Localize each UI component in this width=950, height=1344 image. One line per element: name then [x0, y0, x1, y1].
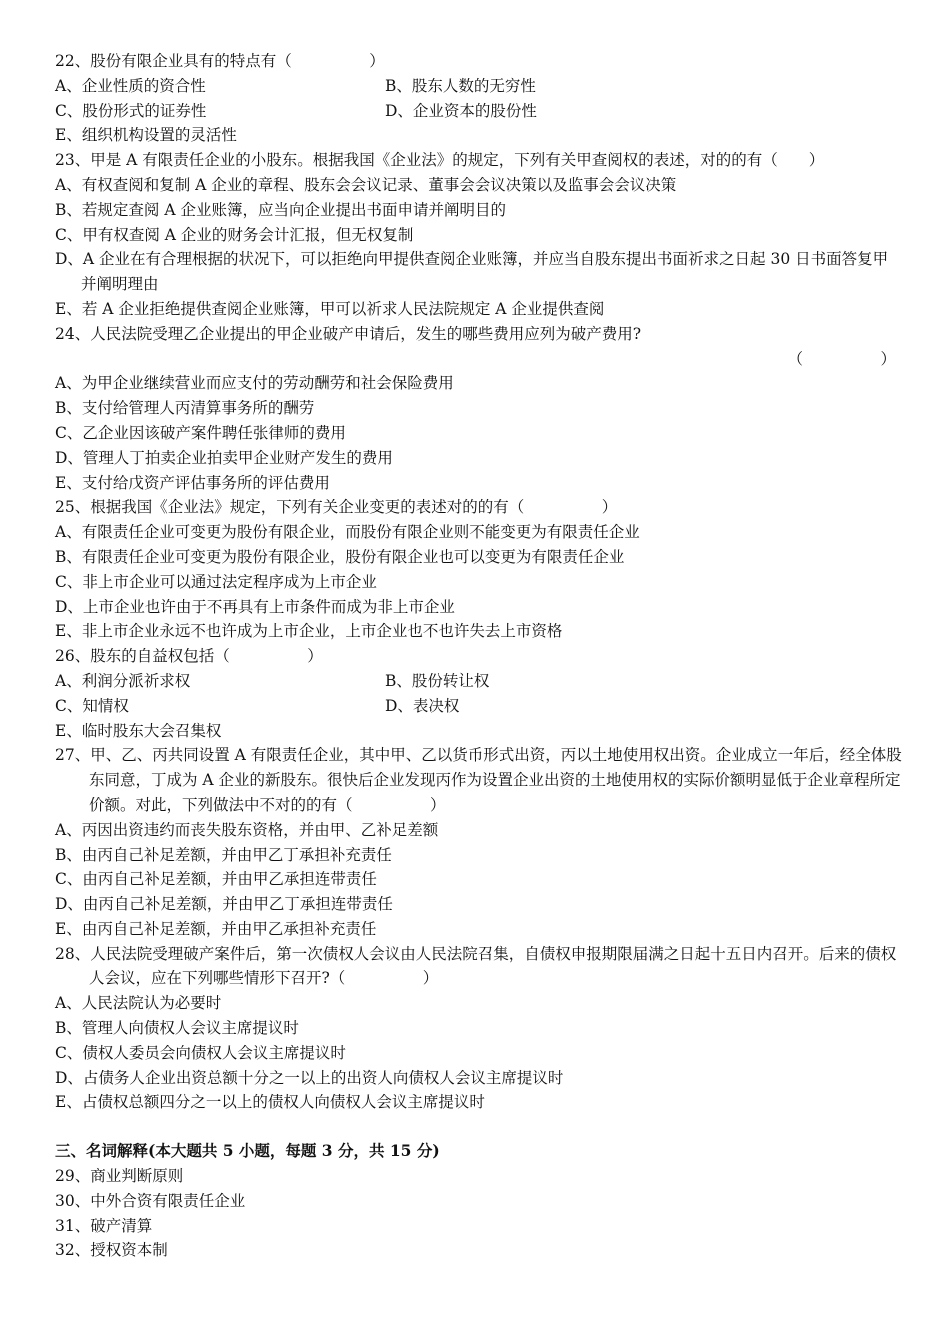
question-stem: 22、股份有限企业具有的特点有（ ）: [55, 52, 385, 70]
option: C、债权人委员会向债权人会议主席提议时: [55, 1043, 346, 1062]
option: C、乙企业因该破产案件聘任张律师的费用: [55, 423, 346, 442]
question-stem: 25、根据我国《企业法》规定，下列有关企业变更的表述对的的有（ ）: [55, 498, 618, 517]
term-item: 32、授权资本制: [55, 1241, 168, 1260]
option: C、非上市企业可以通过法定程序成为上市企业: [55, 572, 377, 591]
answer-parenthesis: （ ）: [787, 349, 896, 368]
option: B、股东人数的无穷性: [385, 76, 536, 95]
option: D、A 企业在有合理根据的状况下，可以拒绝向甲提供查阅企业账簿，并应当自股东提出书面祈求之日起 30 日书面答复甲并阐明理由: [55, 250, 889, 294]
question-stem: 28、人民法院受理破产案件后，第一次债权人会议由人民法院召集，自债权申报期限届满之日起十五日内召开。后来的债权人会议，应在下列哪些情形下召开?（ ）: [55, 944, 897, 988]
option: B、股份转让权: [385, 671, 490, 690]
question-stem: 24、人民法院受理乙企业提出的甲企业破产申请后，发生的哪些费用应列为破产费用?: [55, 324, 642, 343]
option-row: [55, 74, 902, 99]
section-3: [55, 1139, 902, 1263]
option: A、为甲企业继续营业而应支付的劳动酬劳和社会保险费用: [55, 374, 454, 393]
question-23: [55, 148, 902, 322]
term-item: 30、中外合资有限责任企业: [55, 1191, 246, 1210]
option: A、人民法院认为必要时: [55, 994, 222, 1013]
option: E、非上市企业永远不也许成为上市企业，上市企业也不也许失去上市资格: [55, 622, 563, 641]
option: B、有限责任企业可变更为股份有限企业，股份有限企业也可以变更为有限责任企业: [55, 547, 625, 566]
option: E、由丙自己补足差额，并由甲乙承担补充责任: [55, 919, 377, 938]
option: E、组织机构设置的灵活性: [55, 126, 237, 145]
section-heading: 三、名词解释(本大题共 5 小题，每题 3 分，共 15 分): [55, 1141, 440, 1161]
option: D、由丙自己补足差额，并由甲乙丁承担连带责任: [55, 895, 393, 914]
question-27: [55, 743, 902, 941]
term-item: 29、商业判断原则: [55, 1167, 184, 1186]
option: A、利润分派祈求权: [55, 671, 191, 690]
question-stem: 27、甲、乙、丙共同设置 A 有限责任企业，其中甲、乙以货币形式出资，丙以土地使用权出资。企业成立一年后，经全体股东同意，丁成为 A 企业的新股东。很快后企业发现丙作为设置企业出资的土地使用权的实际价额明显低于企业章程所定价额。对此，下列做法中不对的的有（ ）: [55, 746, 902, 814]
option: E、若 A 企业拒绝提供查阅企业账簿，甲可以祈求人民法院规定 A 企业提供查阅: [55, 299, 605, 318]
option-row: [55, 694, 902, 719]
option-row: [55, 99, 902, 124]
option: A、企业性质的资合性: [55, 76, 206, 95]
option: B、管理人向债权人会议主席提议时: [55, 1019, 299, 1038]
option-row: [55, 669, 902, 694]
option: C、由丙自己补足差额，并由甲乙承担连带责任: [55, 870, 377, 889]
question-25: [55, 495, 902, 644]
option: D、上市企业也许由于不再具有上市条件而成为非上市企业: [55, 597, 455, 616]
option: D、占债务人企业出资总额十分之一以上的出资人向债权人会议主席提议时: [55, 1068, 564, 1087]
option: E、占债权总额四分之一以上的债权人向债权人会议主席提议时: [55, 1093, 485, 1112]
option: B、由丙自己补足差额，并由甲乙丁承担补充责任: [55, 845, 392, 864]
question-26: [55, 644, 902, 743]
option: A、丙因出资违约而丧失股东资格，并由甲、乙补足差额: [55, 820, 439, 839]
option: E、支付给戊资产评估事务所的评估费用: [55, 473, 330, 492]
option: A、有权查阅和复制 A 企业的章程、股东会会议记录、董事会会议决策以及监事会会议决策: [55, 175, 677, 194]
option: E、临时股东大会召集权: [55, 721, 222, 740]
question-24: [55, 322, 902, 496]
term-item: 31、破产清算: [55, 1216, 153, 1235]
option: B、若规定查阅 A 企业账簿，应当向企业提出书面申请并阐明目的: [55, 200, 506, 219]
option: A、有限责任企业可变更为股份有限企业，而股份有限企业则不能变更为有限责任企业: [55, 523, 640, 542]
option: C、知情权: [55, 696, 129, 715]
option: C、股份形式的证券性: [55, 101, 207, 120]
option: D、管理人丁拍卖企业拍卖甲企业财产发生的费用: [55, 448, 393, 467]
question-stem: 26、股东的自益权包括（ ）: [55, 647, 323, 666]
question-stem: 23、甲是 A 有限责任企业的小股东。根据我国《企业法》的规定，下列有关甲查阅权的表述，对的的有（ ）: [55, 151, 825, 170]
question-28: [55, 942, 902, 1116]
option: D、表决权: [385, 696, 460, 715]
option: B、支付给管理人丙清算事务所的酬劳: [55, 399, 315, 418]
option: D、企业资本的股份性: [385, 101, 537, 120]
option: C、甲有权查阅 A 企业的财务会计汇报，但无权复制: [55, 225, 414, 244]
question-22: [55, 49, 902, 148]
